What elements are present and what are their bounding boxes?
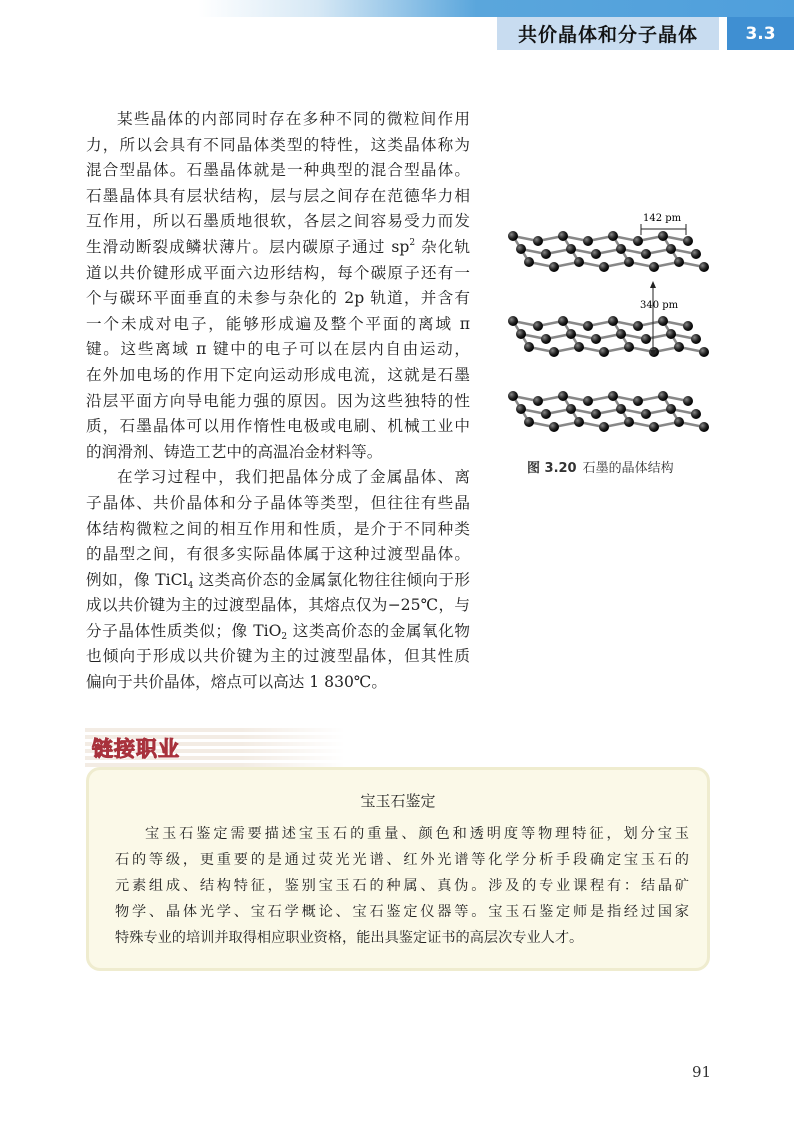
carbon-atom <box>674 257 684 267</box>
text-segment: 的润滑剂、铸造工艺中的高温冶金材料等。 <box>86 442 383 461</box>
carbon-atom <box>566 244 576 254</box>
carbon-atom <box>658 391 668 401</box>
carbon-atom <box>633 236 643 246</box>
carbon-atom <box>616 329 626 339</box>
carbon-atom <box>591 249 601 259</box>
carbon-atom <box>549 422 559 432</box>
body-line <box>86 389 470 415</box>
carbon-atom <box>566 329 576 339</box>
body-line <box>86 414 470 440</box>
carbon-atom <box>583 396 593 406</box>
arrow-head-up <box>650 281 656 288</box>
graphite-layers-diagram <box>503 205 718 445</box>
carbon-atom <box>608 391 618 401</box>
text-segment: 在外加电场的作用下定向运动形成电流，这就是石墨 <box>86 365 470 384</box>
text-segment: 个与碳环平面垂直的未参与杂化的 2p 轨道，并含有 <box>86 289 470 308</box>
text-segment: 混合型晶体。石墨晶体就是一种典型的混合型晶体。 <box>86 161 470 180</box>
text-segment: 偏向于共价晶体，熔点可以高达 1 830℃。 <box>86 673 387 692</box>
carbon-atom <box>508 316 518 326</box>
text-segment: 体结构微粒之间的相互作用和性质，是介于不同种类 <box>86 519 470 538</box>
section-number: 3.3 <box>727 17 794 50</box>
text-segment: 子晶体、共价晶体和分子晶体等类型，但往往有些晶 <box>86 493 470 512</box>
body-line <box>86 491 470 517</box>
carbon-atom <box>591 334 601 344</box>
figure-number: 图 3.20 <box>527 461 577 476</box>
body-line <box>86 670 470 696</box>
carbon-atom <box>524 417 534 427</box>
career-section-label: 链接职业 <box>92 737 180 761</box>
superscript: 2 <box>409 237 416 248</box>
carbon-atom <box>583 236 593 246</box>
text-segment: 杂化轨 <box>415 237 470 256</box>
carbon-atom <box>524 257 534 267</box>
carbon-atom <box>533 321 543 331</box>
carbon-atom <box>574 257 584 267</box>
body-line <box>86 568 470 594</box>
body-line <box>86 107 470 133</box>
carbon-atom <box>616 404 626 414</box>
carbon-atom <box>516 404 526 414</box>
body-line <box>86 593 470 619</box>
carbon-atom <box>516 244 526 254</box>
text-segment: 道以共价键形成平面六边形结构，每个碳原子还有一 <box>86 263 470 282</box>
text-segment: 在学习过程中，我们把晶体分成了金属晶体、离 <box>117 468 470 487</box>
text-segment: 沿层平面方向导电能力强的原因。因为这些独特的性 <box>86 391 470 410</box>
subscript: 4 <box>187 580 194 591</box>
carbon-atom <box>641 409 651 419</box>
carbon-atom <box>649 422 659 432</box>
page-number: 91 <box>692 1063 712 1081</box>
text-segment: 力，所以会具有不同晶体类型的特性，这类晶体称为 <box>86 135 470 154</box>
carbon-atom <box>566 404 576 414</box>
body-line <box>86 517 470 543</box>
body-text <box>86 107 470 696</box>
career-line: 石的等级，更重要的是通过荧光光谱、红外光谱等化学分析手段确定宝玉石的 <box>115 852 689 868</box>
carbon-atom <box>649 262 659 272</box>
carbon-atom <box>608 231 618 241</box>
carbon-atom <box>608 316 618 326</box>
carbon-atom <box>574 342 584 352</box>
carbon-atom <box>641 249 651 259</box>
carbon-atom <box>683 396 693 406</box>
carbon-atom <box>641 334 651 344</box>
carbon-atom <box>574 417 584 427</box>
carbon-atom <box>558 316 568 326</box>
body-line <box>86 542 470 568</box>
text-segment: 成以共价键为主的过渡型晶体，其熔点仅为−25℃，与 <box>86 596 470 615</box>
carbon-atom <box>699 347 709 357</box>
carbon-atom <box>516 329 526 339</box>
carbon-atom <box>508 231 518 241</box>
carbon-atom <box>524 342 534 352</box>
body-line <box>86 158 470 184</box>
carbon-atom <box>624 417 634 427</box>
body-line <box>86 312 470 338</box>
carbon-atom <box>658 316 668 326</box>
text-segment: 分子晶体性质类似；像 TiO <box>86 621 282 640</box>
carbon-atom <box>691 334 701 344</box>
carbon-atom <box>633 321 643 331</box>
carbon-atom <box>549 347 559 357</box>
body-line <box>86 209 470 235</box>
body-line <box>86 619 470 645</box>
career-line: 特殊专业的培训并取得相应职业资格，能出具鉴定证书的高层次专业人才。 <box>115 930 584 946</box>
carbon-atom <box>666 244 676 254</box>
body-line <box>86 133 470 159</box>
carbon-atom <box>541 409 551 419</box>
header-gradient-bar <box>0 0 794 17</box>
text-segment: 也倾向于形成以共价键为主的过渡型晶体，但其性质 <box>86 647 470 666</box>
carbon-atom <box>658 231 668 241</box>
career-title: 宝玉石鉴定 <box>360 792 436 810</box>
carbon-atom <box>549 262 559 272</box>
body-line <box>86 440 470 466</box>
carbon-atom <box>674 342 684 352</box>
text-segment: 石墨晶体具有层状结构，层与层之间存在范德华力相 <box>86 186 470 205</box>
body-line <box>86 363 470 389</box>
body-line <box>86 337 470 363</box>
text-segment: 质，石墨晶体可以用作惰性电极或电刷、机械工业中 <box>86 417 470 436</box>
text-segment: 这类高价态的金属氯化物往往倾向于形 <box>193 570 470 589</box>
body-line <box>86 644 470 670</box>
carbon-atom <box>599 262 609 272</box>
subscript: 2 <box>281 631 288 642</box>
carbon-atom <box>558 391 568 401</box>
carbon-atom <box>633 396 643 406</box>
text-segment: 例如，像 TiCl <box>86 570 188 589</box>
carbon-atom <box>683 321 693 331</box>
text-segment: 一个未成对电子，能够形成遍及整个平面的离域 π <box>86 314 470 333</box>
body-line <box>86 261 470 287</box>
carbon-atom <box>599 422 609 432</box>
carbon-atom <box>508 391 518 401</box>
career-box <box>86 767 710 971</box>
carbon-atom <box>666 404 676 414</box>
carbon-atom <box>599 347 609 357</box>
bond-length-label: 142 pm <box>643 213 682 224</box>
carbon-atom <box>533 236 543 246</box>
text-segment: 这类高价态的金属氧化物 <box>287 621 470 640</box>
body-line <box>86 286 470 312</box>
figure-caption-text: 石墨的晶体结构 <box>582 461 674 476</box>
carbon-atom <box>541 249 551 259</box>
career-text <box>115 821 689 951</box>
body-line <box>86 184 470 210</box>
text-segment: 某些晶体的内部同时存在多种不同的微粒间作用 <box>117 110 470 128</box>
career-line: 元素组成、结构特征，鉴别宝玉石的种属、真伪。涉及的专业课程有：结晶矿 <box>115 878 689 894</box>
text-segment: 互作用，所以石墨质地很软，各层之间容易受力而发 <box>86 212 470 231</box>
carbon-atom <box>624 257 634 267</box>
career-line: 物学、晶体光学、宝石学概论、宝石鉴定仪器等。宝玉石鉴定师是指经过国家 <box>115 904 689 920</box>
carbon-atom <box>699 262 709 272</box>
carbon-atom <box>541 334 551 344</box>
body-line <box>86 235 470 261</box>
text-segment: 的晶型之间，有很多实际晶体属于这种过渡型晶体。 <box>86 545 470 564</box>
carbon-atom <box>699 422 709 432</box>
figure-caption <box>527 457 674 476</box>
carbon-atom <box>558 231 568 241</box>
carbon-atom <box>683 236 693 246</box>
carbon-atom <box>666 329 676 339</box>
carbon-atom <box>691 249 701 259</box>
carbon-atom <box>591 409 601 419</box>
carbon-atom <box>583 321 593 331</box>
layer-spacing-label: 340 pm <box>640 300 679 311</box>
career-line: 宝玉石鉴定需要描述宝玉石的重量、颜色和透明度等物理特征，划分宝玉 <box>145 826 689 842</box>
text-segment: 生滑动断裂成鳞状薄片。层内碳原子通过 sp <box>86 237 410 256</box>
text-segment: 键。这些离域 π 键中的电子可以在层内自由运动， <box>86 340 470 359</box>
carbon-atom <box>533 396 543 406</box>
carbon-atom <box>674 417 684 427</box>
carbon-atom <box>616 244 626 254</box>
carbon-atom <box>691 409 701 419</box>
section-title: 共价晶体和分子晶体 <box>497 17 719 50</box>
carbon-atom <box>624 342 634 352</box>
graphite-structure-figure <box>503 205 718 445</box>
body-line <box>86 465 470 491</box>
